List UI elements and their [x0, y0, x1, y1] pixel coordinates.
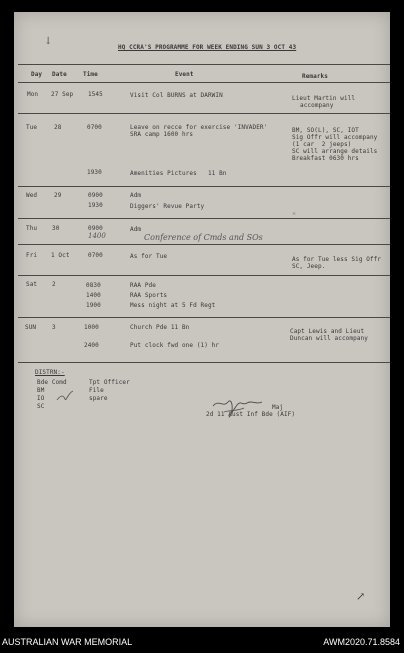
row-day: SUN — [25, 324, 37, 331]
row-rule — [18, 186, 390, 187]
row-remark: Capt Lewis and Lieut — [290, 328, 365, 335]
row-event: Amenities Pictures 11 Bn — [130, 170, 227, 177]
document-page — [14, 12, 390, 627]
distribution-item: IO — [37, 395, 45, 402]
row-event: As for Tue — [130, 253, 168, 260]
row-day: Wed — [26, 192, 38, 199]
distribution-item: spare — [89, 395, 108, 402]
row-event: RAA Pde — [130, 282, 156, 289]
row-event: Diggers' Revue Party — [130, 203, 205, 210]
stray-mark: × — [292, 211, 297, 217]
row-rule — [18, 362, 390, 363]
row-date: 29 — [54, 192, 62, 199]
row-date: 2 — [52, 281, 56, 288]
row-event: Visit Col BURNS at DARWIN — [130, 92, 223, 99]
row-remark: BM, SO(L), SC, IOT — [292, 127, 359, 134]
handwritten-time: 1400 — [88, 232, 106, 240]
signature-line: 2d 11 Aust Inf Bde (AIF) — [206, 411, 296, 418]
row-time: 0830 — [86, 282, 101, 289]
row-event: Adm — [130, 192, 142, 199]
header-time: Time — [83, 71, 98, 78]
row-day: Fri — [26, 252, 38, 259]
footer-right: AWM2020.71.8584 — [323, 637, 400, 647]
row-time: 0700 — [87, 124, 102, 131]
row-date: 1 Oct — [51, 252, 70, 259]
row-time: 0900 — [88, 225, 103, 232]
row-date: 28 — [54, 124, 62, 131]
row-date: 27 Sep — [51, 91, 74, 98]
row-day: Thu — [26, 225, 38, 232]
row-time: 1930 — [88, 202, 103, 209]
row-event: Adm — [130, 226, 142, 233]
distribution-item: SC — [37, 403, 45, 410]
handwritten-tick — [56, 390, 76, 406]
row-remark: SC will arrange details — [292, 148, 378, 155]
signature — [210, 394, 274, 424]
row-time: 0900 — [88, 192, 103, 199]
distribution-item: Tpt Officer — [89, 379, 130, 386]
row-event: Put clock fwd one (1) hr — [130, 342, 220, 349]
row-remark: Breakfast 0630 hrs — [292, 155, 359, 162]
header-remarks: Remarks — [302, 73, 328, 80]
row-event: Church Pde 11 Bn — [130, 324, 190, 331]
pencil-mark: ↗ — [356, 590, 366, 603]
distribution-heading: DISTRN:- — [35, 369, 65, 376]
row-time: 1545 — [88, 91, 103, 98]
header-date: Date — [52, 71, 67, 78]
row-date: 30 — [52, 225, 60, 232]
signature-rank: Maj — [272, 404, 284, 411]
header-top-rule — [18, 64, 390, 65]
distribution-item: BM — [37, 387, 45, 394]
row-remark: Sig Offr will accompany — [292, 134, 378, 141]
header-event: Event — [175, 71, 194, 78]
row-remark: As for Tue less Sig Offr — [292, 256, 382, 263]
row-rule — [18, 218, 390, 219]
distribution-item: File — [89, 387, 104, 394]
row-day: Tue — [26, 124, 38, 131]
distribution-item: Bde Comd — [37, 379, 67, 386]
row-day: Sat — [26, 281, 38, 288]
row-time: 0700 — [88, 252, 103, 259]
row-event: Leave on recce for exercise 'INVADER' — [130, 124, 268, 131]
row-rule — [18, 113, 390, 114]
row-day: Mon — [27, 91, 39, 98]
row-time: 1400 — [86, 292, 101, 299]
row-rule — [18, 244, 390, 245]
row-time: 2400 — [84, 342, 99, 349]
row-remark: (1 car 2 jeeps) — [292, 141, 352, 148]
handwritten-mark: ↓ — [44, 36, 53, 47]
header-bottom-rule — [18, 82, 390, 83]
row-rule — [18, 275, 390, 276]
row-rule — [18, 317, 390, 318]
row-time: 1900 — [86, 302, 101, 309]
header-day: Day — [31, 71, 43, 78]
row-remark: Lieut Martin will — [292, 95, 356, 102]
row-remark: Duncan will accompany — [290, 335, 368, 342]
row-time: 1000 — [84, 324, 99, 331]
row-time: 1930 — [87, 169, 102, 176]
handwritten-note: Conference of Cmds and SOs — [144, 233, 263, 242]
row-date: 3 — [52, 324, 56, 331]
row-remark: accompany — [300, 102, 334, 109]
row-event: SRA camp 1600 hrs — [130, 131, 194, 138]
row-event: Mess night at 5 Fd Regt — [130, 302, 216, 309]
document-title: HQ CCRA'S PROGRAMME FOR WEEK ENDING SUN 3 OCT 43 — [118, 44, 297, 51]
row-event: RAA Sports — [130, 292, 168, 299]
footer-left: AUSTRALIAN WAR MEMORIAL — [2, 637, 133, 647]
row-remark: SC, Jeep. — [292, 263, 326, 270]
